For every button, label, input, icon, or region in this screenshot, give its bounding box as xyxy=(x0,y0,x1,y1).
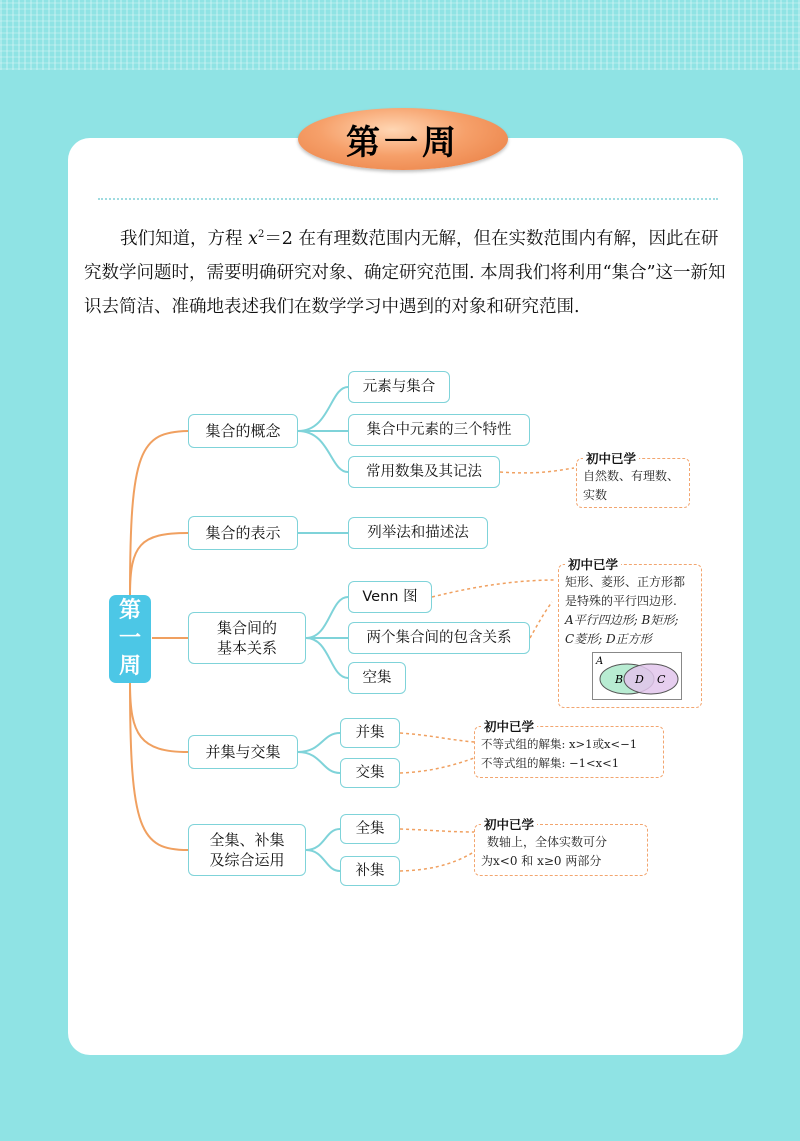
note-line: 自然数、有理数、 xyxy=(583,469,680,483)
trunk-to-repr xyxy=(130,533,188,595)
leaf-three-properties xyxy=(348,414,530,446)
union-link-1 xyxy=(298,733,340,752)
note-line: 不等式组的解集: x>1或x<−1 xyxy=(481,737,638,751)
branch-set-relations xyxy=(188,612,306,664)
venn-label-a: A xyxy=(596,656,604,667)
note-line: 矩形、菱形、正方形都 xyxy=(565,575,686,589)
leaf-label: 全集 xyxy=(355,821,385,837)
leaf-complement xyxy=(340,856,400,886)
root-char-1: 第 xyxy=(118,598,141,623)
note-title: 初中已学 xyxy=(565,555,621,574)
branch-label-line-2: 及综合运用 xyxy=(209,851,285,869)
leaf-common-number-sets xyxy=(348,456,500,488)
intro-text-2: ＝2 在有理数范围内无解，但在实数范围内有解，因此在研究数学问题时，需要明确研究对象、确定研究范围. 本周我们将利用“集合”这一新知识去简洁、准确地表述我们在数学学习中遇到的对象和研究范围. xyxy=(84,228,726,317)
concept-link-3 xyxy=(298,431,348,472)
note-title: 初中已学 xyxy=(583,449,639,468)
leaf-label: Venn 图 xyxy=(362,589,418,605)
concept-link-1 xyxy=(298,387,348,431)
venn-diagram xyxy=(592,652,682,700)
note-line: 为x<0 和 x≥0 两部分 xyxy=(481,854,602,868)
note-prior-number-line xyxy=(474,817,648,876)
branch-universal-complement xyxy=(188,824,306,876)
leaf-universal-set xyxy=(340,814,400,844)
leaf-union xyxy=(340,718,400,748)
trunk-to-universal xyxy=(130,683,188,850)
branch-label-line-2: 基本关系 xyxy=(216,639,277,657)
page-title: 第一周 xyxy=(346,122,460,163)
leaf-inclusion-relation xyxy=(348,622,530,654)
note-link-6 xyxy=(400,829,474,832)
intro-exponent: 2 xyxy=(257,229,265,240)
leaf-label: 空集 xyxy=(362,670,392,686)
relation-link-3 xyxy=(306,638,348,678)
note-link-4 xyxy=(400,733,474,742)
note-link-7 xyxy=(400,852,474,871)
branch-union-intersection xyxy=(188,735,298,769)
note-line: 数轴上，全体实数可分 xyxy=(487,835,608,849)
venn-label-d: D xyxy=(635,673,644,686)
leaf-label: 元素与集合 xyxy=(362,379,436,395)
union-link-2 xyxy=(298,752,340,773)
leaf-label: 列举法和描述法 xyxy=(367,525,469,541)
branch-label: 并集与交集 xyxy=(205,743,281,761)
leaf-empty-set xyxy=(348,662,406,694)
intro-variable: x xyxy=(248,228,258,249)
branch-label-line-1: 集合间的 xyxy=(216,619,277,637)
trunk-to-union xyxy=(130,683,188,752)
universal-link-2 xyxy=(306,850,340,871)
note-prior-inequalities xyxy=(474,719,664,778)
branch-label-line-1: 全集、补集 xyxy=(209,831,285,849)
branch-label: 集合的概念 xyxy=(205,422,281,440)
leaf-label: 两个集合间的包含关系 xyxy=(366,630,512,646)
root-char-2: 一 xyxy=(118,626,141,651)
root-char-3: 周 xyxy=(118,654,141,679)
note-line: C菱形; D正方形 xyxy=(565,632,652,646)
root-node-week-one xyxy=(109,595,151,683)
leaf-venn-diagram xyxy=(348,581,432,613)
note-line: 是特殊的平行四边形. xyxy=(565,594,677,608)
note-link-1 xyxy=(500,468,574,473)
intro-text-1: 我们知道，方程 xyxy=(120,228,249,249)
venn-label-b: B xyxy=(615,673,624,686)
leaf-label: 补集 xyxy=(355,863,385,879)
branch-set-representation xyxy=(188,516,298,550)
note-title: 初中已学 xyxy=(481,815,537,834)
leaf-label: 交集 xyxy=(355,765,385,781)
note-link-3 xyxy=(530,602,552,638)
leaf-intersection xyxy=(340,758,400,788)
venn-svg xyxy=(593,653,681,699)
universal-link-1 xyxy=(306,829,340,850)
leaf-label: 集合中元素的三个特性 xyxy=(366,422,512,438)
note-line: 不等式组的解集: −1<x<1 xyxy=(481,756,620,770)
leaf-listing-description xyxy=(348,517,488,549)
trunk-to-concept xyxy=(130,431,188,595)
note-link-2 xyxy=(432,580,556,597)
leaf-label: 并集 xyxy=(355,725,385,741)
venn-label-c: C xyxy=(657,673,666,686)
branch-set-concept xyxy=(188,414,298,448)
note-line: 实数 xyxy=(583,488,608,502)
note-line: A平行四边形; B矩形; xyxy=(565,613,679,627)
note-link-5 xyxy=(400,758,474,773)
note-title: 初中已学 xyxy=(481,717,537,736)
leaf-label: 常用数集及其记法 xyxy=(366,464,482,480)
relation-link-1 xyxy=(306,597,348,638)
note-prior-number-sets xyxy=(576,451,690,508)
leaf-element-and-set xyxy=(348,371,450,403)
venn-set-c xyxy=(624,664,678,694)
branch-label: 集合的表示 xyxy=(205,524,281,542)
